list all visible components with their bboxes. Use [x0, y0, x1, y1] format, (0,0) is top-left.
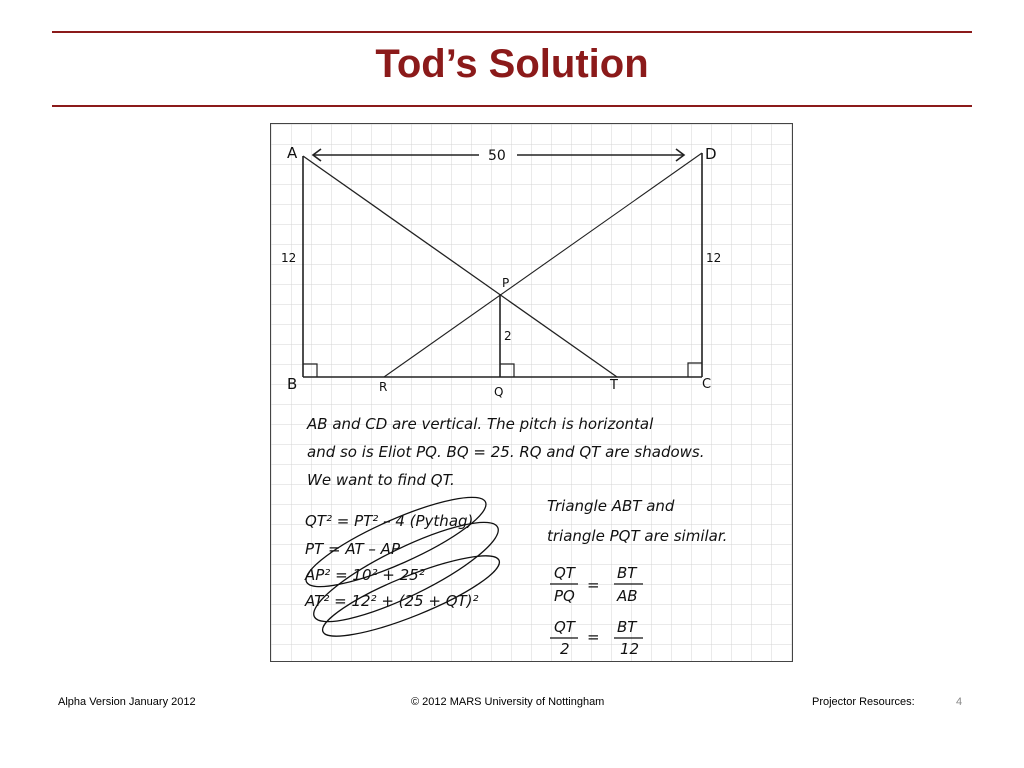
crossed-line-3: AP² = 10² + 25² [305, 566, 425, 584]
label-q: Q [494, 385, 504, 399]
page-number: 4 [956, 696, 963, 708]
ratio2-right-den: 12 [620, 640, 640, 658]
crossed-line-4: AT² = 12² + (25 + QT)² [305, 592, 479, 610]
label-t: T [610, 378, 618, 393]
label-pq: 2 [504, 329, 512, 343]
solution-drawing [271, 124, 792, 661]
ratio1-right-num: BT [617, 564, 637, 582]
handwritten-solution-panel [270, 123, 793, 662]
footer-copyright: © 2012 MARS University of Nottingham [411, 696, 605, 708]
ratio1-left-num: QT [554, 564, 575, 582]
label-height-left: 12 [281, 251, 297, 265]
footer-projector-resources: Projector Resources: [812, 696, 915, 708]
crossed-line-1: QT² = PT² – 4 (Pythag) [305, 512, 474, 530]
ratio1-eq: = [587, 576, 600, 594]
label-width: 50 [488, 148, 506, 164]
similar-line-2: triangle PQT are similar. [547, 527, 728, 545]
header-rule-top [52, 31, 972, 33]
slide-title: Tod’s Solution [375, 42, 649, 86]
ratio1-left-den: PQ [554, 587, 575, 605]
note-line-2: and so is Eliot PQ. BQ = 25. RQ and QT are shadows. [307, 443, 705, 461]
similar-line-1: Triangle ABT and [547, 497, 675, 515]
crossed-line-2: PT = AT – AP [305, 540, 400, 558]
header-rule-bottom [52, 105, 972, 107]
ratio2-left-num: QT [554, 618, 575, 636]
label-b: B [287, 375, 298, 393]
note-line-1: AB and CD are vertical. The pitch is horizontal [307, 415, 654, 433]
label-r: R [379, 380, 388, 394]
label-p: P [502, 276, 510, 290]
ratio2-eq: = [587, 628, 600, 646]
ratio2-left-den: 2 [560, 640, 570, 658]
label-height-right: 12 [706, 251, 722, 265]
footer-version: Alpha Version January 2012 [58, 696, 196, 708]
label-c: C [702, 377, 712, 392]
ratio2-right-num: BT [617, 618, 637, 636]
label-d: D [705, 145, 717, 163]
note-line-3: We want to find QT. [307, 471, 455, 489]
label-a: A [287, 144, 298, 162]
ratio1-right-den: AB [617, 587, 638, 605]
